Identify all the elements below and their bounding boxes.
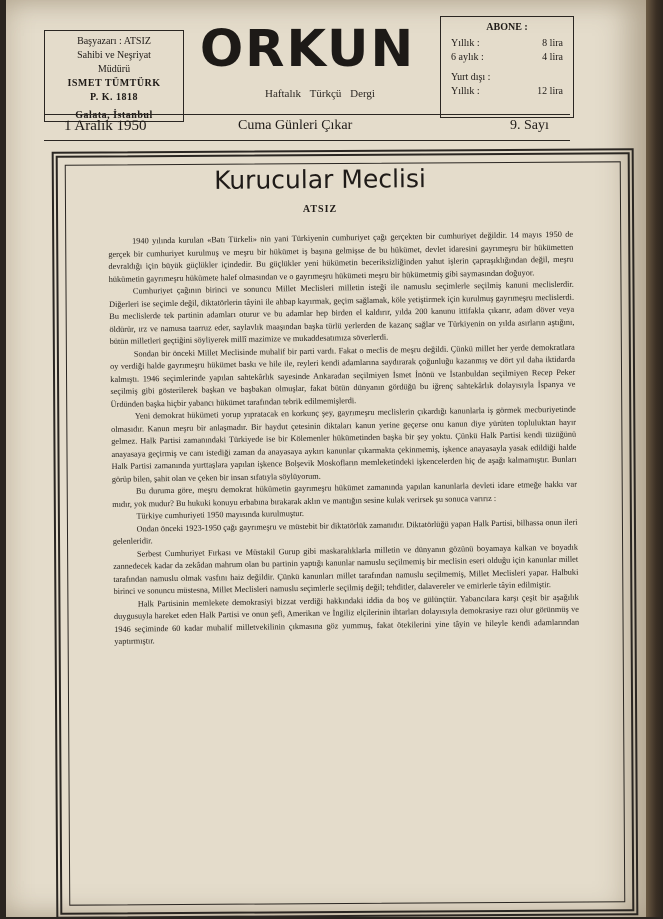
po-box: P. K. 1818 xyxy=(90,92,138,103)
article-paragraph: Yeni demokrat hükümeti yorup yıpratacak en korkunç şey, gayrımeşru meclislerin çıkardığı kanunlarla iş görmek mecburiyetinde olmasıdır. Kanun meşru bir anlaşmadır. Bir haydut çetesinin diktaları kanun yerine geçerse onu kanun diye yürüten topluluktan hayır gelmez. Halk Partisi zamanındaki Türkiyede ise bir Kölemenler hükümetinden başka bir şey yoktu. Çünkü Halk Partisi kendi tüzüğünü anayasaya geçirmiş ve canı istediği zaman da anayasaya aykırı kanunlar çıkarmakta çekinmemiş, işkence anayasayla yasak edildiği halde Halk Partisi zamanında yurttaşlara yapılan işkence Bolşevik Moskofların memleketindeki işkencelerden hiç de aşağı kalmamıştır. Bunları görüp bilen, şahit olan ve çeken bir insan sıfatıyla söylüyorum. xyxy=(110,404,577,484)
subscription-row-abroad-yearly xyxy=(447,85,567,99)
binding-spine xyxy=(646,0,663,917)
subscription-row-six-month xyxy=(447,51,567,65)
publisher-info-box xyxy=(44,30,184,122)
issue-date: 1 Aralık 1950 xyxy=(64,118,147,134)
subscription-row-abroad xyxy=(447,71,567,85)
subscription-box xyxy=(440,16,574,118)
article-paragraph: 1940 yılında kurulan «Batı Türkeli» nin yani Türkiyenin cumhuriyet çağı gerçekten bir cumhuriyet değildir. 14 mayıs 1950 de gerçek bir cumhuriyet kurulmuş ve meşru bir hükümet iş başına gelmişse de bu hükümet, devlet idaresini gayrımeşru bir hükümetten devraldığı için büyük güçlükler içindedir. Bu güçlükler yeni hükümetin beceriksizliğinden yahut işlerin çapraşıklığından değil, meşru hükümetin gayrımeşru hükümete halef olmasından ve o gayrımeşru hükümeti meşru bir hükümetmiş gibi saymasından doğuyor. xyxy=(108,229,574,284)
article-paragraph: Ondan önceki 1923-1950 çağı gayrımeşru ve müstebit bir diktatörlük zamanıdır. Diktatörlüğü yapan Halk Partisi, bilhassa onun ileri gelenleridir. xyxy=(112,517,578,546)
article-paragraph: Bu duruma göre, meşru demokrat hükümetin gayrımeşru hükümet zamanında yapılan kanunlarla devleti idare etmeğe hakkı var mıdır, yok mudur? Bu hukuki konuyu erbabına bırakarak aklın ve mantığın sesine kulak verirsek şu sonuca varırız : xyxy=(112,479,578,509)
address: Galata, İstanbul xyxy=(75,110,153,121)
header-divider-top xyxy=(44,114,570,115)
article-paragraph: Serbest Cumhuriyet Fırkası ve Müstakil Gurup gibi maskaralıklarla milletin ve dünyanın gözünü boyamaya kalkan ve boyadık zannedecek kadar da zekâdan mahrum olan bu partinin yaptığı kanunlar namuslu seçilmemiş bir meclisin eseri olduğu için kanunlar millet tarafından namuslu olmak vasfını haiz değildir. Çünkü kanunları millet tarafından namuslu seçilmemiş, Millet Meclisleri yapar. Halbuki birinci ve sonuncu müstesna, Millet Meclisleri namuslu seçimlerle seçilmiş değil; tehditler, dalavereler ve emirlerle tâyin edilmiştir. xyxy=(113,542,579,596)
article-paragraph: Halk Partisinin memlekete demokrasiyi bizzat verdiği hakkındaki iddia da boş ve gülünçtür. Yabancılara karşı çeşit bir aşağılık duygusuyla hareket eden Halk Partisi ve onun şefi, Amerikan ve İngiliz elçilerinin ihtarları dolayısıyla demokrasiye razı olur görünmüş ve 1946 seçiminde 60 kadar muhalif milletvekilinin çıkmasına göz yummuş, fakat ötekilerini yine tâyin ve hileyle kendi adamlarından yaptırmıştır. xyxy=(113,592,580,646)
yearly-price: 8 lira xyxy=(542,38,563,49)
masthead-subtitle: Haftalık Türkçü Dergi xyxy=(265,88,375,100)
six-month-label: 6 aylık : xyxy=(451,52,484,63)
masthead-title: ORKUN xyxy=(199,20,416,79)
manager-name: ISMET TÜMTÜRK xyxy=(67,78,161,89)
article-paragraph: Cumhuriyet çağının birinci ve sonuncu Millet Meclisleri milletin isteği ile namuslu seçimlerle seçilmiş kanuni meclislerdir. Diğerleri ise seçimle değil, diktatörlerin tâyini ile ahbap kayırmak, geçim sağlamak, köle yetiştirmek için kurulmuş gayrımeşru meclislerdi. Bu meclislerde tek partinin adamları oturur ve bu adamlar hep birden el kaldırır, yılda 200 kanunu ittifakla çıkarır, adam döver veya öldürür, ırz ve namusa taarruz eder, saylavlık maaşından başka türlü yerlerden de kazanç sağlar ve Türkiyenin on yılda asırların aştığını, bütün milletleri geçtiğini söyliyerek millî mazimize ve mukaddesatımıza söverlerdi. xyxy=(108,279,575,346)
yearly-label: Yıllık : xyxy=(451,38,480,49)
abroad-label: Yurt dışı : xyxy=(451,72,491,83)
header-divider-bottom xyxy=(44,140,570,141)
subscription-title: ABONE : xyxy=(486,22,528,33)
editor-line: Başyazarı : ATSIZ xyxy=(77,36,151,47)
article-paragraph: Sondan bir önceki Millet Meclisinde muhalif bir parti vardı. Fakat o meclis de meşru değildi. Çünkü millet her yerde demokratlara oy verdiği halde gayrımeşru hükümet baskı ve hile ile, reyleri kendi adamlarına saydırarak çoğunluğu kazanmış ve dört yıl daha iktidarda kalmıştı. 1946 seçimlerinde yapılan sahtekârlık sayesinde Ankaradan seçilmiyen İsmet İnönü ve İstanbuldan seçilmiyen Recep Peker seçilmiş gibi gösterilerek başkan ve başbakan olmuşlar, fakat bütün dünyanın gördüğü bu iğrenç sahtekârlık dolayısıyla İspanya ve Ürdünden başka hiçbir yabancı hükümet tarafından tebrik edilmemişlerdi. xyxy=(109,342,576,409)
article-body xyxy=(108,229,583,891)
article-title: Kurucular Meclisi xyxy=(213,164,426,195)
issue-number: 9. Sayı xyxy=(510,118,549,133)
abroad-yearly-price: 12 lira xyxy=(537,86,563,97)
subscription-row-yearly xyxy=(447,37,567,51)
article-author: ATSIZ xyxy=(302,204,338,215)
abroad-yearly-label: Yıllık : xyxy=(451,86,480,97)
article-paragraph: Türkiye cumhuriyeti 1950 mayısında kurulmuştur. xyxy=(136,508,304,521)
manager-line: Müdürü xyxy=(97,64,131,75)
six-month-price: 4 lira xyxy=(542,52,563,63)
publication-schedule: Cuma Günleri Çıkar xyxy=(238,118,353,133)
owner-line: Sahibi ve Neşriyat xyxy=(77,50,151,61)
